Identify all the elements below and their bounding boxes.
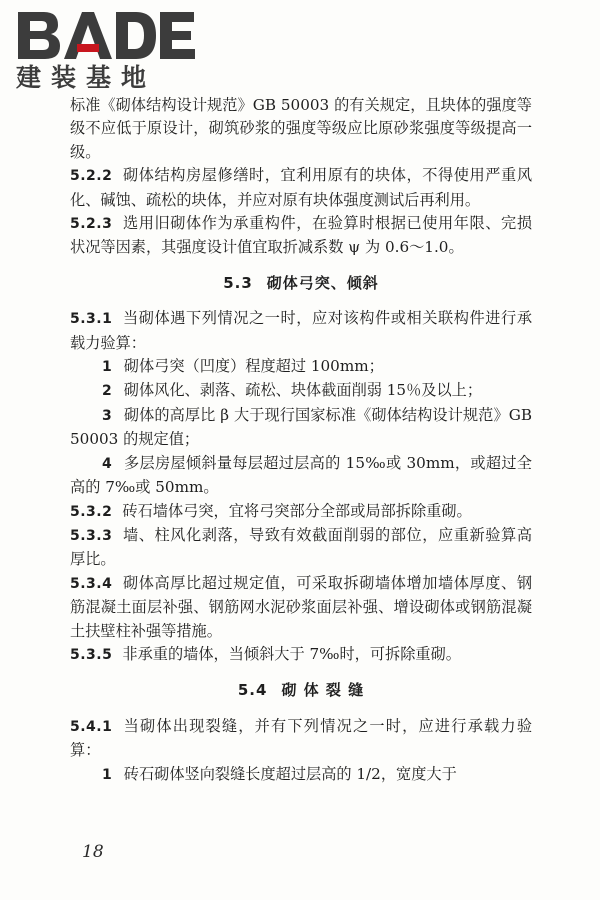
list-item bbox=[70, 452, 532, 500]
list-item bbox=[70, 379, 532, 403]
list-item bbox=[70, 763, 532, 787]
clause-paragraph bbox=[70, 643, 532, 667]
document-body bbox=[70, 94, 532, 787]
clause-text: 砌体高厚比超过规定值，可采取拆砌墙体增加墙体厚度、钢筋混凝土面层补强、钢筋网水泥砂浆面层补强、增设砌体或钢筋混凝土扶壁柱补强等措施。 bbox=[70, 573, 532, 640]
clause-text: 砌体结构房屋修缮时，宜利用原有的块体，不得使用严重风化、碱蚀、疏松的块体，并应对原有块体强度测试后再利用。 bbox=[70, 166, 532, 209]
clause-number: 5.3.4 bbox=[70, 575, 113, 592]
list-item-text: 砌体的高厚比 β 大于现行国家标准《砌体结构设计规范》GB 50003 的规定值； bbox=[70, 405, 532, 449]
page-number: 18 bbox=[82, 842, 104, 862]
clause-paragraph bbox=[70, 715, 532, 763]
list-item-number: 4 bbox=[102, 455, 112, 472]
logo-letter-e bbox=[160, 12, 195, 59]
section-heading bbox=[70, 679, 532, 702]
logo-letter-d bbox=[116, 12, 156, 59]
clause-number: 5.4.1 bbox=[70, 718, 113, 735]
clause-text: 非承重的墙体，当倾斜大于 7‰时，可拆除重砌。 bbox=[122, 644, 461, 663]
clause-number: 5.2.2 bbox=[70, 168, 113, 185]
clause-text: 当砌体出现裂缝，并有下列情况之一时，应进行承载力验算： bbox=[70, 716, 532, 760]
list-item bbox=[70, 404, 532, 452]
clause-paragraph bbox=[70, 307, 532, 355]
list-item-text: 砌体弓突（凹度）程度超过 100mm； bbox=[123, 357, 384, 376]
logo-accent-bar bbox=[77, 44, 99, 52]
bade-logo-graphic bbox=[14, 6, 204, 90]
clause-number: 5.3.1 bbox=[70, 311, 113, 328]
clause-paragraph bbox=[70, 500, 532, 524]
list-item-number: 2 bbox=[102, 383, 112, 400]
logo-letter-b bbox=[18, 12, 60, 59]
section-heading bbox=[70, 272, 532, 295]
section-number: 5.3 bbox=[223, 273, 253, 292]
list-item-number: 1 bbox=[102, 359, 112, 376]
list-item-number: 3 bbox=[102, 407, 112, 424]
clause-text: 选用旧砌体作为承重构件，在验算时根据已使用年限、完损状况等因素，其强度设计值宜取折减系数 ψ 为 0.6～1.0。 bbox=[70, 214, 532, 257]
continued-paragraph bbox=[70, 94, 532, 164]
clause-number: 5.3.5 bbox=[70, 646, 113, 663]
section-number: 5.4 bbox=[237, 681, 268, 700]
clause-text: 墙、柱风化剥落，导致有效截面削弱的部位，应重新验算高厚比。 bbox=[70, 525, 532, 569]
clause-text: 砖石墙体弓突，宜将弓突部分全部或局部拆除重砌。 bbox=[122, 501, 472, 520]
clause-text: 当砌体遇下列情况之一时，应对该构件或相关联构件进行承载力验算： bbox=[70, 309, 532, 352]
clause-paragraph bbox=[70, 164, 532, 212]
list-item bbox=[70, 355, 532, 379]
clause-number: 5.3.3 bbox=[70, 527, 113, 544]
section-title: 砌体弓突、倾斜 bbox=[266, 273, 379, 292]
list-item-number: 1 bbox=[102, 766, 112, 783]
clause-paragraph bbox=[70, 212, 532, 260]
clause-number: 5.2.3 bbox=[70, 216, 113, 233]
clause-paragraph bbox=[70, 524, 532, 572]
list-item-text: 多层房屋倾斜量每层超过层高的 15‰或 30mm，或超过全高的 7‰或 50mm。 bbox=[70, 453, 532, 497]
clause-paragraph bbox=[70, 572, 532, 643]
clause-number: 5.3.2 bbox=[70, 503, 113, 520]
list-item-text: 砌体风化、剥落、疏松、块体截面削弱 15％及以上； bbox=[123, 381, 483, 400]
clause-text: 标准《砌体结构设计规范》GB 50003 的有关规定，且块体的强度等级不应低于原设计，砌筑砂浆的强度等级应比原砂浆强度等级提高一级。 bbox=[70, 96, 532, 161]
section-title: 砌 体 裂 缝 bbox=[281, 681, 365, 700]
list-item-text: 砖石砌体竖向裂缝长度超过层高的 1/2，宽度大于 bbox=[123, 764, 457, 783]
logo-subtitle: 建装基地 bbox=[16, 63, 157, 90]
bade-logo bbox=[14, 6, 204, 90]
